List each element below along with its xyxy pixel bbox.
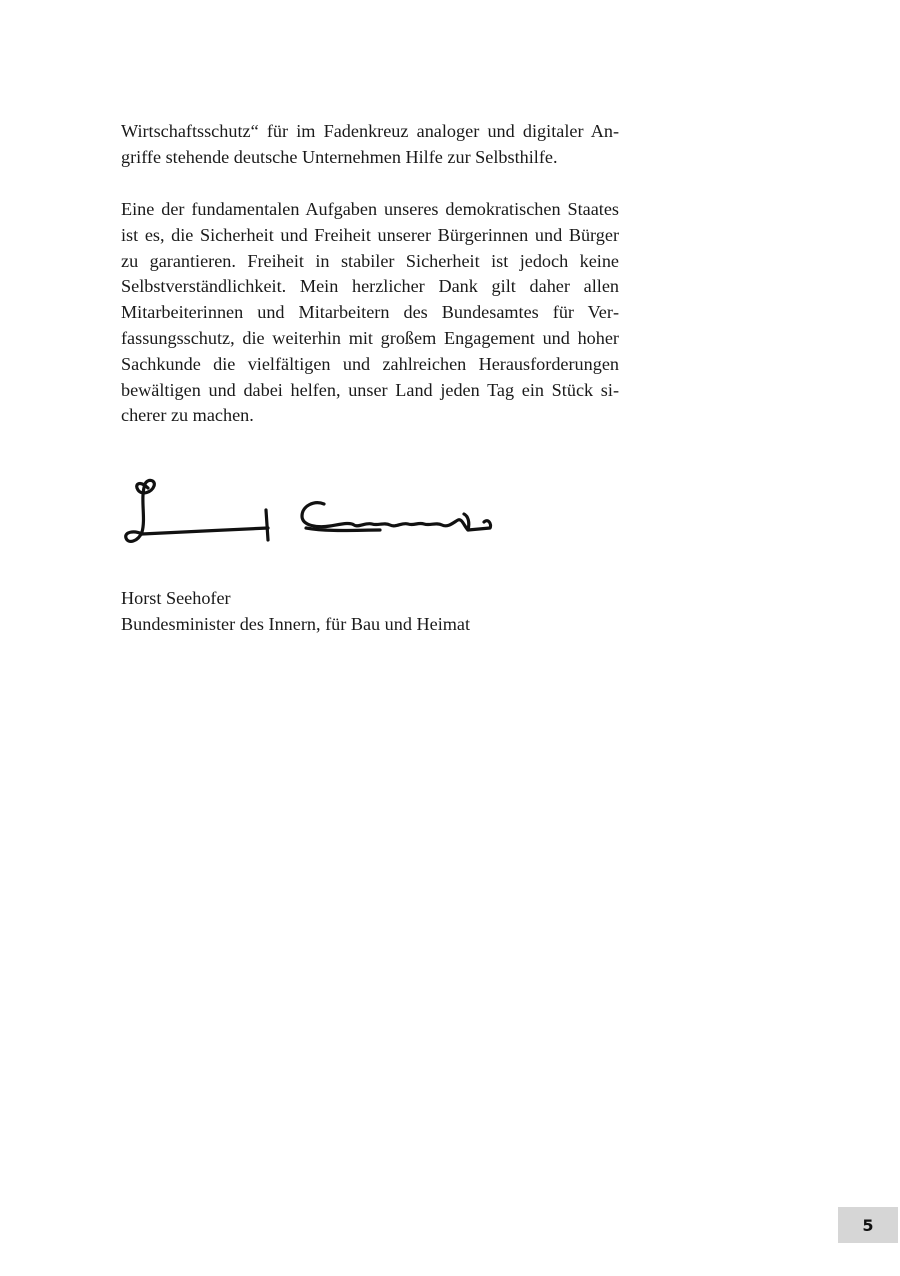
- body-paragraph-2: Eine der fundamentalen Aufgaben unseres demokratischen Staates ist es, die Sicherheit und Freiheit unserer Bürgerinnen und Bürger zu garantieren. Freiheit in stabiler Sicherheit ist jedoch keine Selbstverständlichkeit. Mein herzlicher Dank gilt daher allen Mitarbeiterinnen und Mitarbeitern des Bundesamtes für Verfassungsschutz, die weiterhin mit großem Engagement und hoher Sachkunde die vielfältigen und zahlreichen Herausforderungen bewältigen und dabei helfen, unser Land jeden Tag ein Stück sicherer zu machen.: [121, 199, 619, 426]
- page-number-badge: [838, 1207, 898, 1243]
- body-paragraph-1: Wirtschaftsschutz“ für im Fadenkreuz analoger und digitaler Angriffe stehende deutsche Unternehmen Hilfe zur Selbsthilfe.: [121, 121, 619, 167]
- signatory-title: Bundesminister des Innern, für Bau und Heimat: [121, 613, 471, 634]
- page-number: 5: [862, 1215, 874, 1235]
- signature-icon: [118, 470, 503, 555]
- signatory-name: Horst Seehofer: [121, 588, 231, 608]
- sign-off-block: [121, 586, 470, 638]
